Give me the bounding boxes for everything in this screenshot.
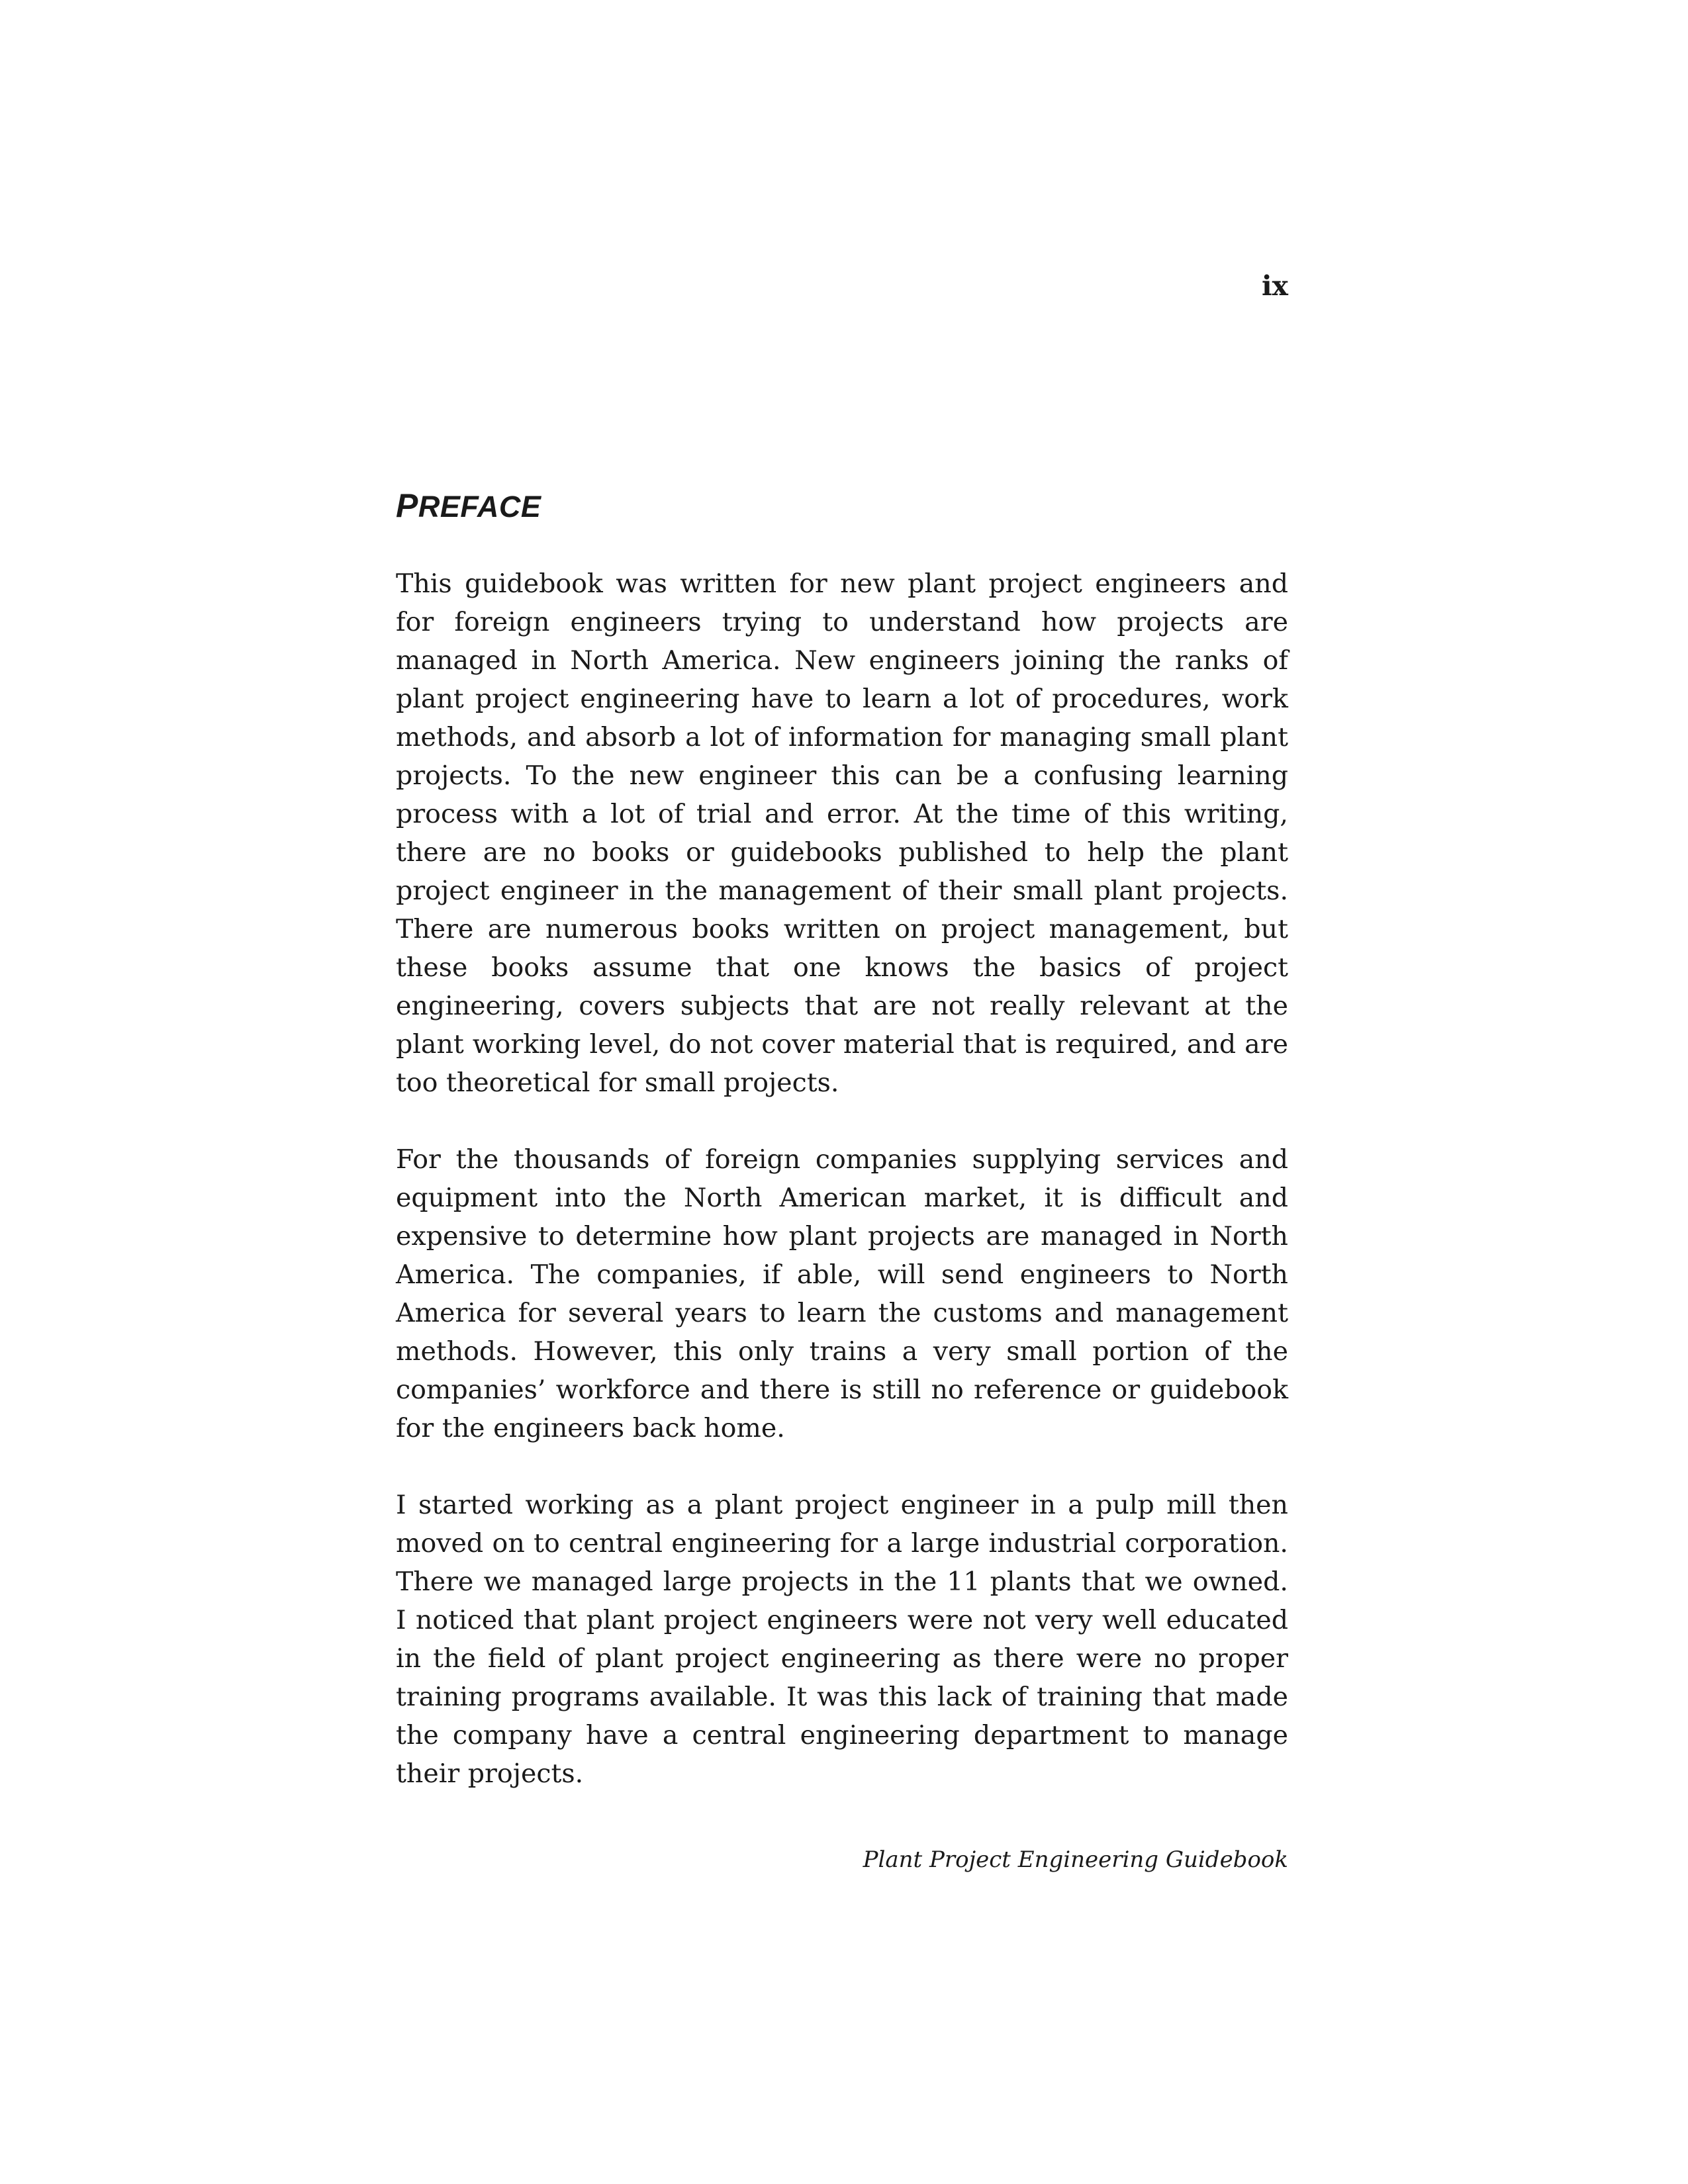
footer-book-title: Plant Project Engineering Guidebook (863, 1846, 1288, 1873)
paragraph-3: I started working as a plant project engineer in a pulp mill then moved on to central engineering for a large industrial corporation. There we managed large projects in the 11 plants that we owned. I noticed that plant project engineers were not very well educated in the field of plant project engineering as there were no proper training programs available. It was this lack of training that made the company have a central engineering department to manage their projects. (396, 1490, 1288, 1789)
body-text (396, 565, 1288, 1831)
paragraph-2: For the thousands of foreign companies supplying services and equipment into the North American market, it is difficult and expensive to determine how plant projects are managed in North America. The companies, if able, will send engineers to North America for several years to learn the customs and management methods. However, this only trains a very small portion of the companies’ workforce and there is still no reference or guidebook for the engineers back home. (396, 1144, 1288, 1443)
heading-rest: REFACE (418, 490, 541, 523)
paragraph-1: This guidebook was written for new plant project engineers and for foreign engineers trying to understand how projects are managed in North America. New engineers joining the ranks of plant project engineering have to learn a lot of procedures, work methods, and absorb a lot of information for managing small plant projects. To the new engineer this can be a confusing learning process with a lot of trial and error. At the time of this writing, there are no books or guidebooks published to help the plant project engineer in the management of their small plant projects. There are numerous books written on project management, but these books assume that one knows the basics of project engineering, covers subjects that are not really relevant at the plant working level, do not cover material that is required, and are too theoretical for small projects. (396, 569, 1288, 1098)
heading-initial: P (396, 487, 418, 524)
section-heading (396, 486, 541, 525)
page-number: ix (1261, 270, 1288, 302)
